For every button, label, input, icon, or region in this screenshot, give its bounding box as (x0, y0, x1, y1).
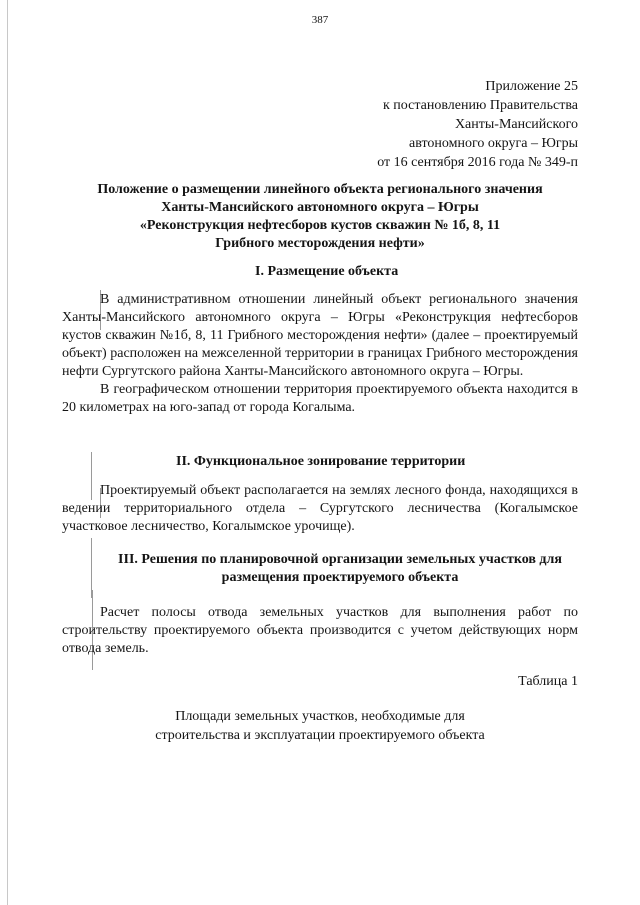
document-title (60, 181, 580, 253)
table-caption: Таблица 1 (518, 674, 578, 689)
appendix-line: к постановлению Правительства (382, 98, 578, 113)
appendix-line: Ханты-Мансийского (454, 117, 578, 132)
title-line: Положение о размещении линейного объекта регионального значения (97, 182, 543, 197)
paragraph: В географическом отношении территория проектируемого объекта находится в 20 километрах на юго-запад от города Когалыма. (62, 382, 578, 415)
scan-artifact-line (91, 538, 92, 598)
section-heading-planning (100, 551, 580, 587)
paragraph: В административном отношении линейный объект регионального значения Ханты-Мансийского автономного округа – Югры «Реконструкция нефтесборов кустов скважин №1б, 8, 11 Грибного месторождения нефти» (далее – проектируемый объект) расположен на межселенной территории в границах Грибного месторождения нефти Сургутского района Ханты-Мансийского автономного округа – Югры. (62, 292, 578, 379)
paragraph: Расчет полосы отвода земельных участков для выполнения работ по строительству проектируемого объекта производится с учетом действующих норм отвода земель. (62, 605, 578, 656)
table-title-line: Площади земельных участков, необходимые для (175, 709, 465, 724)
section-heading-line: III. Решения по планировочной организации земельных участков для (118, 552, 562, 567)
section-heading-placement: I. Размещение объекта (255, 264, 399, 279)
table-title-line: строительства и эксплуатации проектируемого объекта (155, 728, 485, 743)
section-body-planning (62, 604, 578, 658)
appendix-line: Приложение 25 (485, 79, 578, 94)
scan-edge-line-left (7, 0, 8, 905)
title-line: Грибного месторождения нефти» (215, 236, 425, 251)
table-title (0, 707, 640, 745)
page-number: 387 (311, 14, 329, 26)
appendix-reference (377, 77, 578, 172)
section-heading-zoning: II. Функциональное зонирование территории (176, 454, 466, 469)
appendix-line: автономного округа – Югры (409, 136, 578, 151)
section-heading-line: размещения проектируемого объекта (221, 570, 459, 585)
appendix-line: от 16 сентября 2016 года № 349-п (377, 155, 578, 170)
paragraph: Проектируемый объект располагается на землях лесного фонда, находящихся в ведении территориального отдела – Сургутского лесничества (Когалымское участковое лесничество, Когалымское урочище). (62, 483, 578, 534)
section-body-zoning (62, 482, 578, 536)
title-line: «Реконструкция нефтесборов кустов скважин № 1б, 8, 11 (139, 218, 501, 233)
section-body-placement (62, 291, 578, 417)
title-line: Ханты-Мансийского автономного округа – Югры (161, 200, 479, 215)
